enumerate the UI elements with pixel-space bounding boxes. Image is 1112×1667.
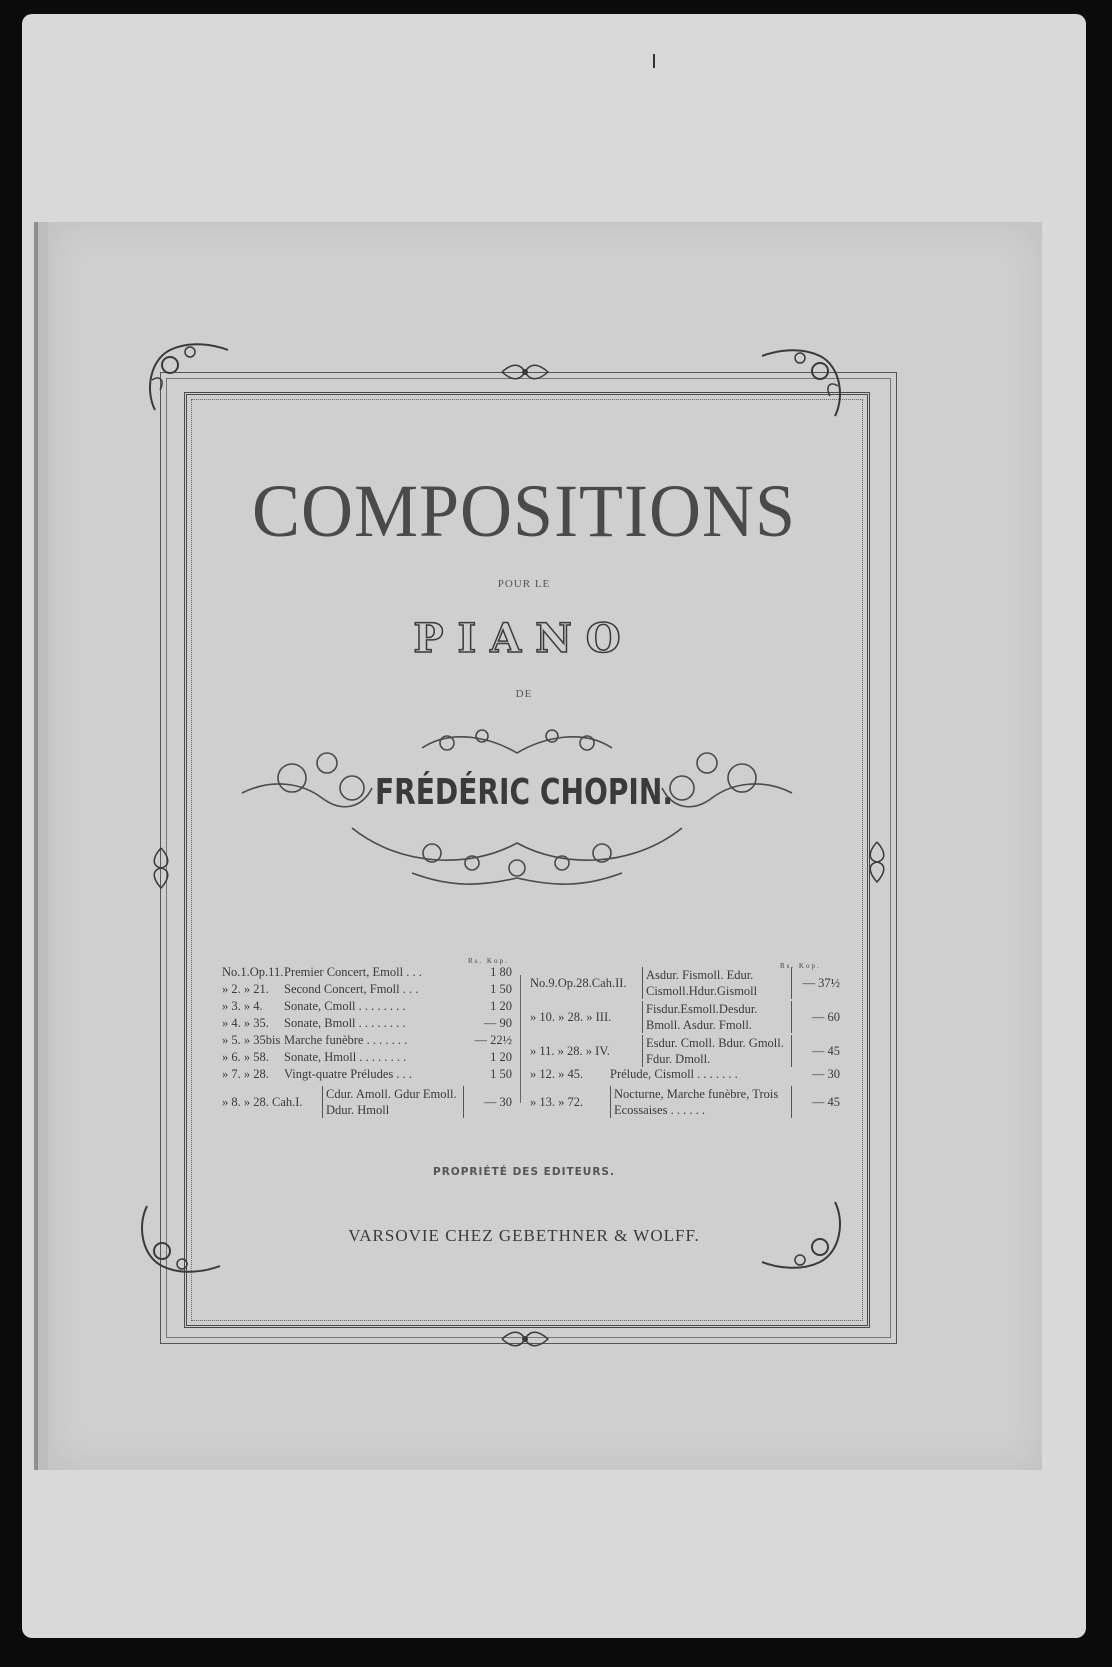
price: — 37½ [802, 975, 840, 990]
work-title: Fisdur.Esmoll.Desdur. Bmoll. Asdur. Fmoll. [642, 1001, 792, 1033]
opus-number: No.1.Op.11. [222, 965, 284, 979]
opus-number: » 6. » 58. [222, 1050, 269, 1064]
left-center-ornament [152, 846, 170, 890]
instrument-heading: PIANO [413, 615, 635, 662]
catalog-entry [530, 1068, 840, 1085]
price: 1 50 [490, 982, 512, 996]
film-mark [653, 54, 655, 68]
work-title: Sonate, Hmoll . . . . . . . . [284, 1051, 407, 1064]
opus-number: » 7. » 28. [222, 1067, 269, 1081]
catalog-entry [530, 1034, 840, 1068]
catalog-entry [222, 1051, 512, 1068]
opus-number: No.9.Op.28.Cah.II. [530, 975, 627, 990]
catalog-entry [222, 1068, 512, 1085]
work-title: Asdur. Fismoll. Edur. Cismoll.Hdur.Gismoll [642, 967, 792, 999]
catalog-entry [222, 1034, 512, 1051]
price: — 45 [811, 1043, 840, 1058]
opus-number: » 3. » 4. [222, 999, 263, 1013]
catalog-entry [222, 983, 512, 1000]
page-edge [34, 222, 38, 1470]
opus-number: » 8. » 28. Cah.I. [222, 1094, 303, 1109]
bottom-center-ornament [500, 1330, 550, 1348]
corner-ornament-top-left [140, 330, 230, 420]
work-title: Prélude, Cismoll . . . . . . . [610, 1068, 738, 1081]
price: — 22½ [474, 1033, 512, 1047]
catalog-entry [222, 1017, 512, 1034]
de-label: DE [515, 688, 533, 700]
corner-ornament-top-right [760, 336, 850, 426]
catalog-entry [530, 1085, 840, 1119]
price: — 45 [811, 1094, 840, 1109]
price: 1 50 [490, 1067, 512, 1081]
top-center-ornament [500, 363, 550, 381]
property-notice: PROPRIÉTÉ DES EDITEURS. [433, 1166, 615, 1178]
work-title: Second Concert, Fmoll . . . [284, 983, 419, 996]
price: — 60 [811, 1009, 840, 1024]
composer-name: FRÉDÉRIC CHOPIN. [374, 772, 674, 813]
catalog-divider [520, 975, 521, 1103]
work-title: Cdur. Amoll. Gdur Emoll. Ddur. Hmoll [322, 1086, 464, 1118]
work-title: Nocturne, Marche funèbre, Trois Ecossaises . . . . . . [610, 1086, 792, 1118]
price: 1 20 [490, 1050, 512, 1064]
catalog-entry [530, 966, 840, 1000]
work-title: Sonate, Cmoll . . . . . . . . [284, 1000, 406, 1013]
right-center-ornament [868, 840, 886, 884]
catalog-left-column [222, 966, 512, 1119]
opus-number: » 13. » 72. [530, 1094, 584, 1109]
title: COMPOSITIONS [251, 468, 797, 553]
catalog-entry [222, 966, 512, 983]
catalog-entry [222, 1085, 512, 1119]
work-title: Sonate, Bmoll . . . . . . . . [284, 1017, 406, 1030]
price: 1 20 [490, 999, 512, 1013]
work-title: Esdur. Cmoll. Bdur. Gmoll. Fdur. Dmoll. [642, 1035, 792, 1067]
price-header-right: Rs. Kop. [780, 962, 821, 970]
price: — 30 [811, 1067, 840, 1081]
price-header-left: Rs. Kop. [468, 957, 509, 965]
work-title: Marche funèbre . . . . . . . [284, 1034, 408, 1047]
work-title: Vingt-quatre Préludes . . . [284, 1068, 413, 1081]
opus-number: » 12. » 45. [530, 1067, 584, 1081]
price: — 30 [483, 1094, 512, 1109]
opus-number: » 4. » 35. [222, 1016, 269, 1030]
catalog-entry [222, 1000, 512, 1017]
work-title: Premier Concert, Emoll . . . [284, 966, 422, 979]
opus-number: » 10. » 28. » III. [530, 1009, 612, 1024]
catalog-entry [530, 1000, 840, 1034]
publisher-line: VARSOVIE CHEZ GEBETHNER & WOLFF. [348, 1226, 700, 1245]
opus-number: » 11. » 28. » IV. [530, 1043, 610, 1058]
opus-number: » 5. » 35bis [222, 1033, 281, 1047]
opus-number: » 2. » 21. [222, 982, 269, 996]
price: 1 80 [490, 965, 512, 979]
pour-le-label: POUR LE [497, 578, 551, 590]
price: — 90 [483, 1016, 512, 1030]
catalog-right-column [530, 966, 840, 1119]
